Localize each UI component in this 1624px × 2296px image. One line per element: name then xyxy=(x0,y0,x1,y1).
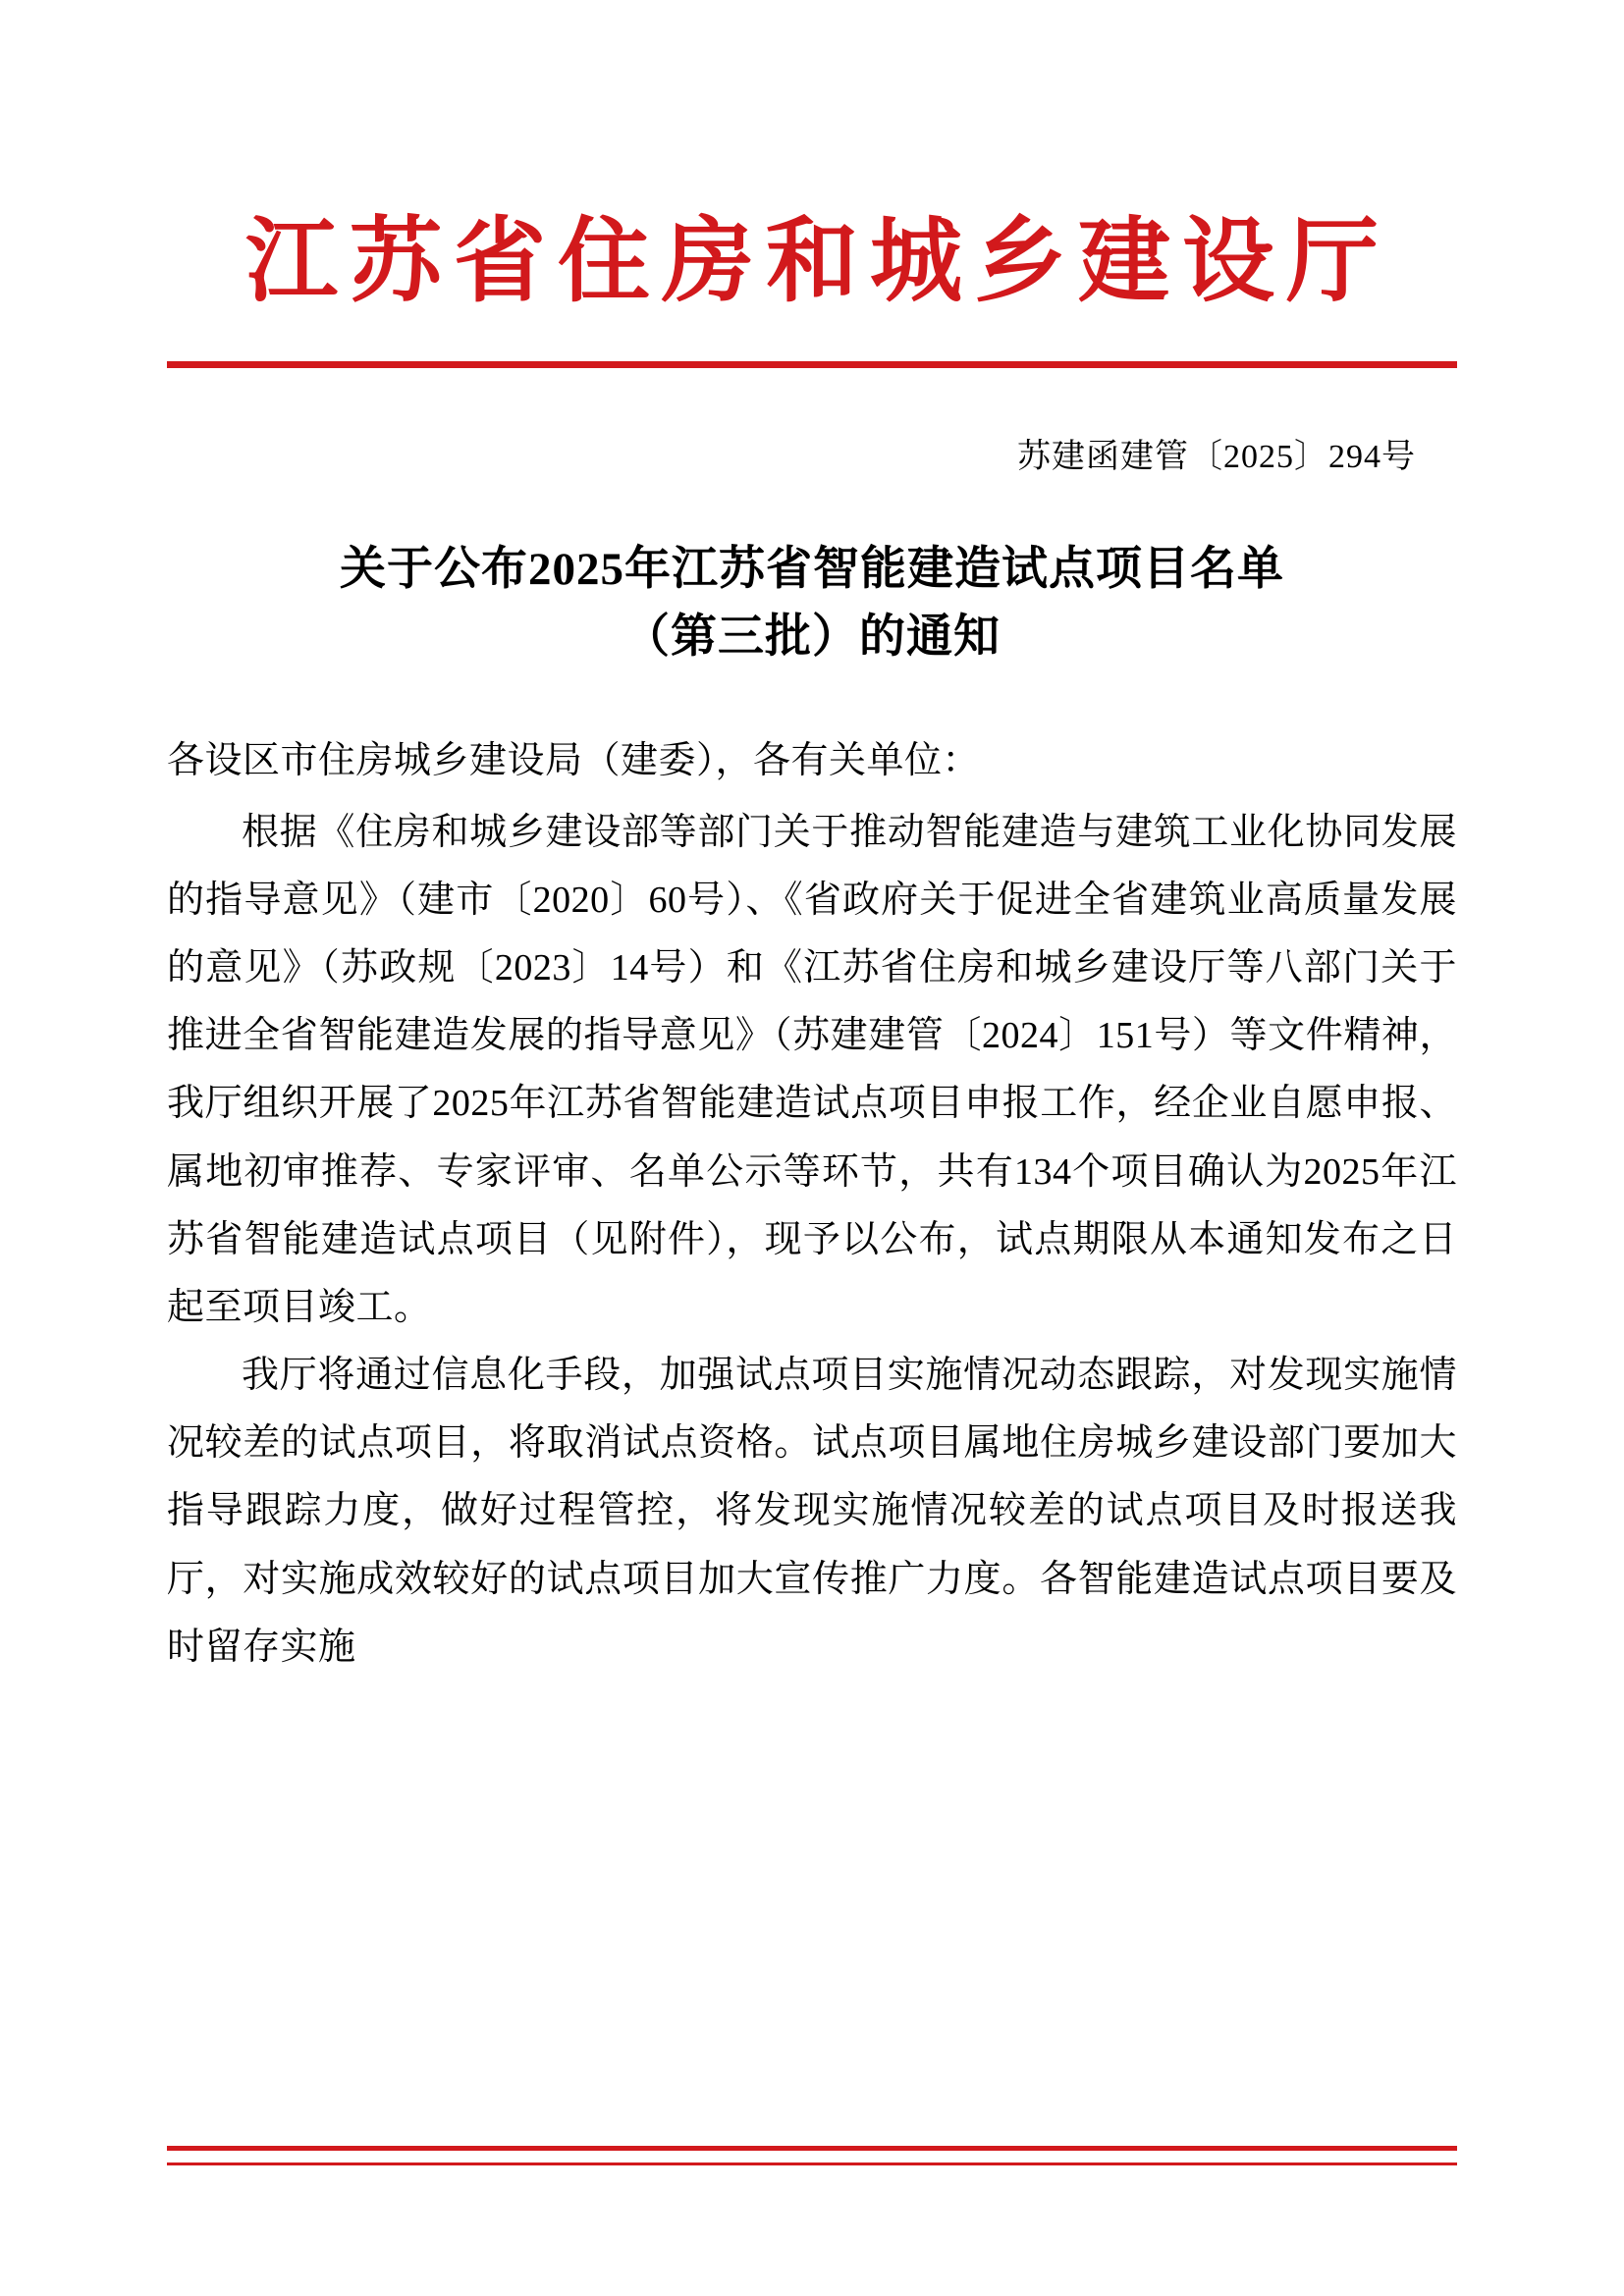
page-title-line-2: （第三批）的通知 xyxy=(623,611,1001,663)
page-title xyxy=(167,536,1457,669)
body-paragraph-1: 根据《住房和城乡建设部等部门关于推动智能建造与建筑工业化协同发展的指导意见》（建市〔2020〕60号）、《省政府关于促进全省建筑业高质量发展的意见》（苏政规〔2023〕14号）和《江苏省住房和城乡建设厅等八部门关于推进全省智能建造发展的指导意见》（苏建建管〔2024〕151号）等文件精神，我厅组织开展了2025年江苏省智能建造试点项目申报工作，经企业自愿申报、属地初审推荐、专家评审、名单公示等环节，共有134个项目确认为2025年江苏省智能建造试点项目（见附件），现予以公布，试点期限从本通知发布之日起至项目竣工。 xyxy=(167,811,1457,1328)
issuing-organization-title: 江苏省住房和城乡建设厅 xyxy=(244,207,1390,315)
masthead xyxy=(167,0,1457,315)
body-paragraph-2: 我厅将通过信息化手段，加强试点项目实施情况动态跟踪，对发现实施情况较差的试点项目，将取消试点资格。试点项目属地住房城乡建设部门要加大指导跟踪力度，做好过程管控，将发现实施情况较差的试点项目及时报送我厅，对实施成效较好的试点项目加大宣传推广力度。各智能建造试点项目要及时留存实施 xyxy=(167,1355,1457,1668)
document-body xyxy=(167,727,1457,1682)
document-number-row xyxy=(167,429,1457,477)
footer-divider-thin xyxy=(167,2163,1457,2165)
document-number: 苏建函建管〔2025〕294号 xyxy=(1017,439,1416,476)
page-title-line-1: 关于公布2025年江苏省智能建造试点项目名单 xyxy=(340,544,1284,596)
salutation: 各设区市住房城乡建设局（建委），各有关单位： xyxy=(167,739,981,781)
footer-divider-thick xyxy=(167,2146,1457,2151)
masthead-divider xyxy=(167,361,1457,368)
